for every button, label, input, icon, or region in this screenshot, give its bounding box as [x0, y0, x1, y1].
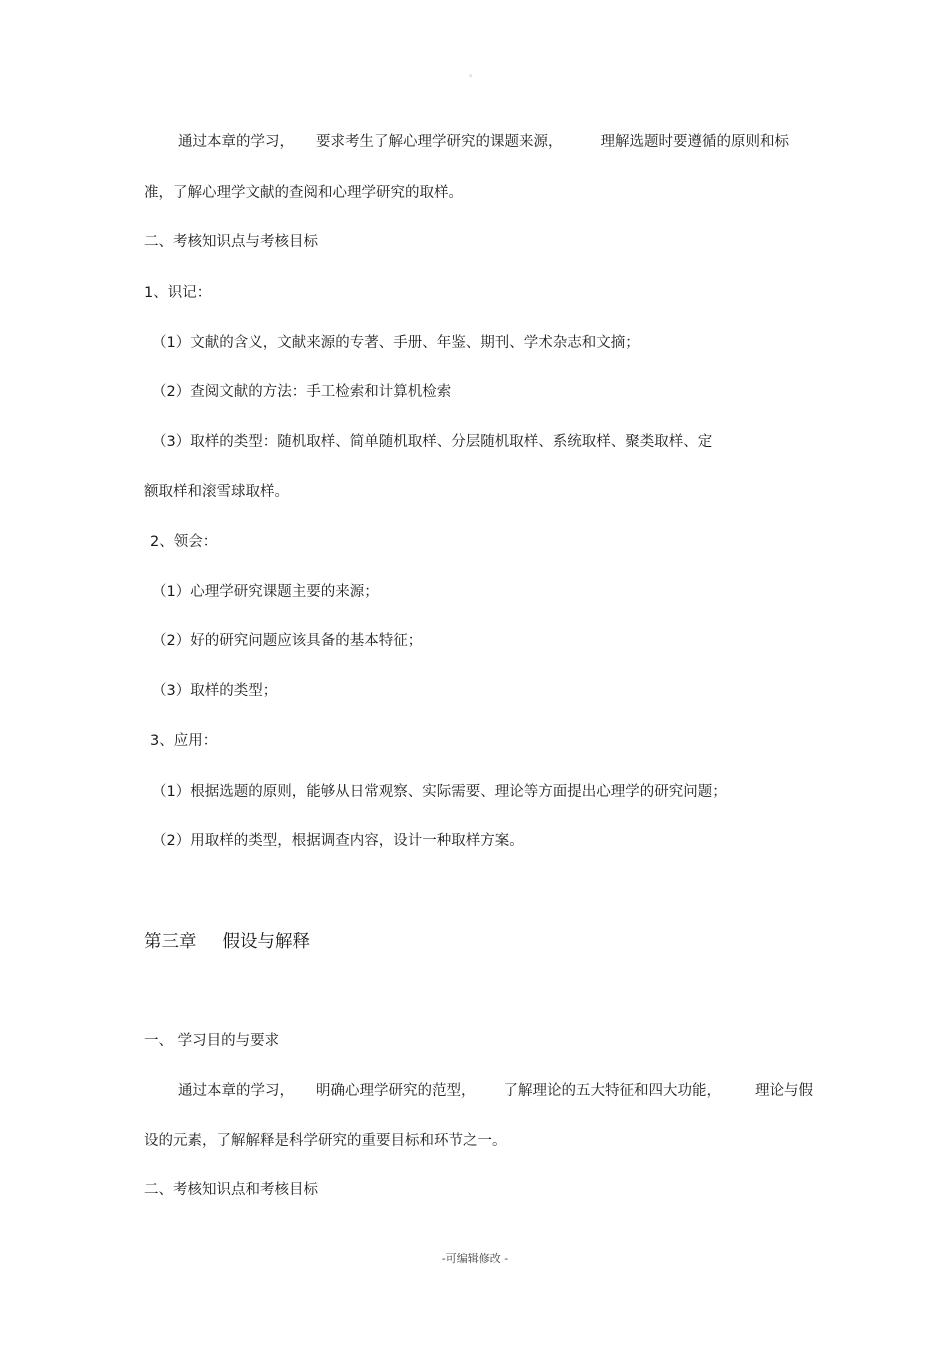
comprehend-item-1: （1）心理学研究课题主要的来源； — [152, 584, 379, 600]
chapter-name: 假设与解释 — [222, 932, 310, 952]
ch3-intro-seg2: 明确心理学研究的范型， — [316, 1083, 476, 1099]
header-mark: 。 — [469, 69, 479, 79]
apply-item-1: （1）根据选题的原则，能够从日常观察、实际需要、理论等方面提出心理学的研究问题； — [152, 784, 727, 800]
intro-seg3: 理解选题时要遵循的原则和标 — [600, 134, 789, 150]
ch3-intro-seg1: 通过本章的学习， — [178, 1083, 294, 1099]
chapter3-intro-line1 — [178, 1081, 813, 1101]
chapter-number: 第三章 — [144, 932, 197, 952]
section2-intro-line1 — [178, 132, 789, 152]
chapter-title — [144, 930, 310, 954]
comprehend-item-2: （2）好的研究问题应该具备的基本特征； — [152, 633, 423, 649]
comprehend-heading: 2、领会： — [150, 534, 218, 550]
apply-heading: 3、应用： — [150, 733, 218, 749]
ch3-intro-seg3: 了解理论的五大特征和四大功能， — [503, 1083, 721, 1099]
recall-item-3-cont: 额取样和滚雪球取样。 — [144, 484, 289, 500]
section2-heading: 二、考核知识点与考核目标 — [144, 234, 318, 250]
ch3-intro-seg4: 理论与假 — [755, 1083, 813, 1099]
recall-item-3: （3）取样的类型：随机取样、简单随机取样、分层随机取样、系统取样、聚类取样、定 — [152, 434, 713, 450]
chapter3-intro-line2: 设的元素，了解解释是科学研究的重要目标和环节之一。 — [144, 1133, 507, 1149]
page-footer: -可编辑修改 - — [441, 1252, 509, 1265]
comprehend-item-3: （3）取样的类型； — [152, 683, 278, 699]
section2-intro-line2: 准，了解心理学文献的查阅和心理学研究的取样。 — [144, 185, 463, 201]
recall-item-1: （1）文献的含义，文献来源的专著、手册、年鉴、期刊、学术杂志和文摘； — [152, 335, 640, 351]
recall-item-2: （2）查阅文献的方法：手工检索和计算机检索 — [152, 384, 452, 400]
chapter3-heading2: 二、考核知识点和考核目标 — [144, 1182, 318, 1198]
recall-heading: 1、识记： — [144, 285, 212, 301]
apply-item-2: （2）用取样的类型，根据调查内容，设计一种取样方案。 — [152, 833, 524, 849]
intro-seg2: 要求考生了解心理学研究的课题来源， — [316, 134, 563, 150]
intro-seg1: 通过本章的学习， — [178, 134, 294, 150]
chapter3-heading1: 一、 学习目的与要求 — [144, 1033, 280, 1049]
